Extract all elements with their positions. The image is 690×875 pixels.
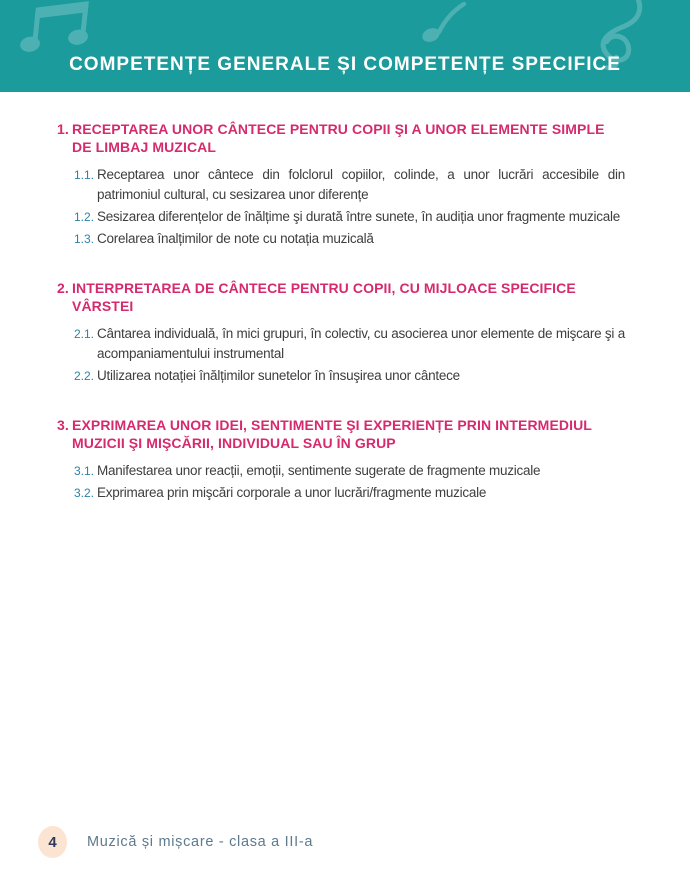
section-number: 2. (57, 280, 69, 296)
page-content (57, 92, 625, 533)
page-number: 4 (48, 833, 57, 851)
competence-item (74, 483, 625, 503)
item-number: 1.2. (74, 210, 95, 224)
section-heading-text: INTERPRETAREA DE CÂNTECE PENTRU COPII, CU MIJLOACE SPECIFICE VÂRSTEI (72, 280, 576, 314)
competence-item (74, 324, 625, 364)
item-text: Exprimarea prin mişcări corporale a unor lucrări/fragmente muzicale (97, 485, 487, 500)
eighth-note-icon (418, 2, 468, 44)
section-heading-text: EXPRIMAREA UNOR IDEI, SENTIMENTE ŞI EXPERIENȚE PRIN INTERMEDIUL MUZICII ŞI MIŞCĂRII, INDIVIDUAL SAU ÎN GRUP (72, 417, 592, 451)
section-number: 1. (57, 121, 69, 137)
item-text: Utilizarea notației înălțimilor sunetelor în însuşirea unor cântece (97, 368, 460, 383)
item-number: 1.3. (74, 232, 95, 246)
item-number: 2.2. (74, 369, 95, 383)
page-title: COMPETENȚE GENERALE ȘI COMPETENȚE SPECIFICE (69, 54, 621, 75)
competence-item (74, 229, 625, 249)
item-text: Corelarea înalțimilor de note cu notația muzicală (97, 231, 374, 246)
page-number-badge (38, 826, 67, 858)
section-number: 3. (57, 417, 69, 433)
competence-items (57, 324, 625, 386)
competence-section-2 (57, 279, 625, 386)
competence-section-1 (57, 120, 625, 249)
section-heading (57, 416, 622, 452)
item-text: Sesizarea diferențelor de înălțime şi durată între sunete, în audiția unor fragmente muzicale (97, 209, 621, 224)
competence-items (57, 165, 625, 249)
item-number: 2.1. (74, 327, 95, 341)
header-banner (0, 0, 690, 92)
double-eighth-note-icon (17, 0, 98, 62)
item-number: 1.1. (74, 168, 95, 182)
competence-item (74, 165, 625, 205)
competence-items (57, 461, 625, 503)
section-heading-text: RECEPTAREA UNOR CÂNTECE PENTRU COPII ŞI A UNOR ELEMENTE SIMPLE DE LIMBAJ MUZICAL (72, 121, 605, 155)
competence-item (74, 207, 625, 227)
section-heading (57, 279, 622, 315)
item-number: 3.2. (74, 486, 95, 500)
competence-item (74, 366, 625, 386)
book-title: Muzică și mișcare - clasa a III-a (87, 834, 314, 850)
item-text: Cântarea individuală, în mici grupuri, în colectiv, cu asocierea unor elemente de mişcare şi a acompaniamentului instrumental (97, 326, 625, 361)
item-text: Manifestarea unor reacții, emoții, sentimente sugerate de fragmente muzicale (97, 463, 541, 478)
page-footer (38, 826, 313, 858)
competence-section-3 (57, 416, 625, 503)
item-number: 3.1. (74, 464, 95, 478)
section-heading (57, 120, 622, 156)
item-text: Receptarea unor cântece din folclorul copiilor, colinde, a unor lucrări accesibile din patrimoniul cultural, cu sesizarea unor diferențe (97, 167, 625, 202)
competence-item (74, 461, 625, 481)
